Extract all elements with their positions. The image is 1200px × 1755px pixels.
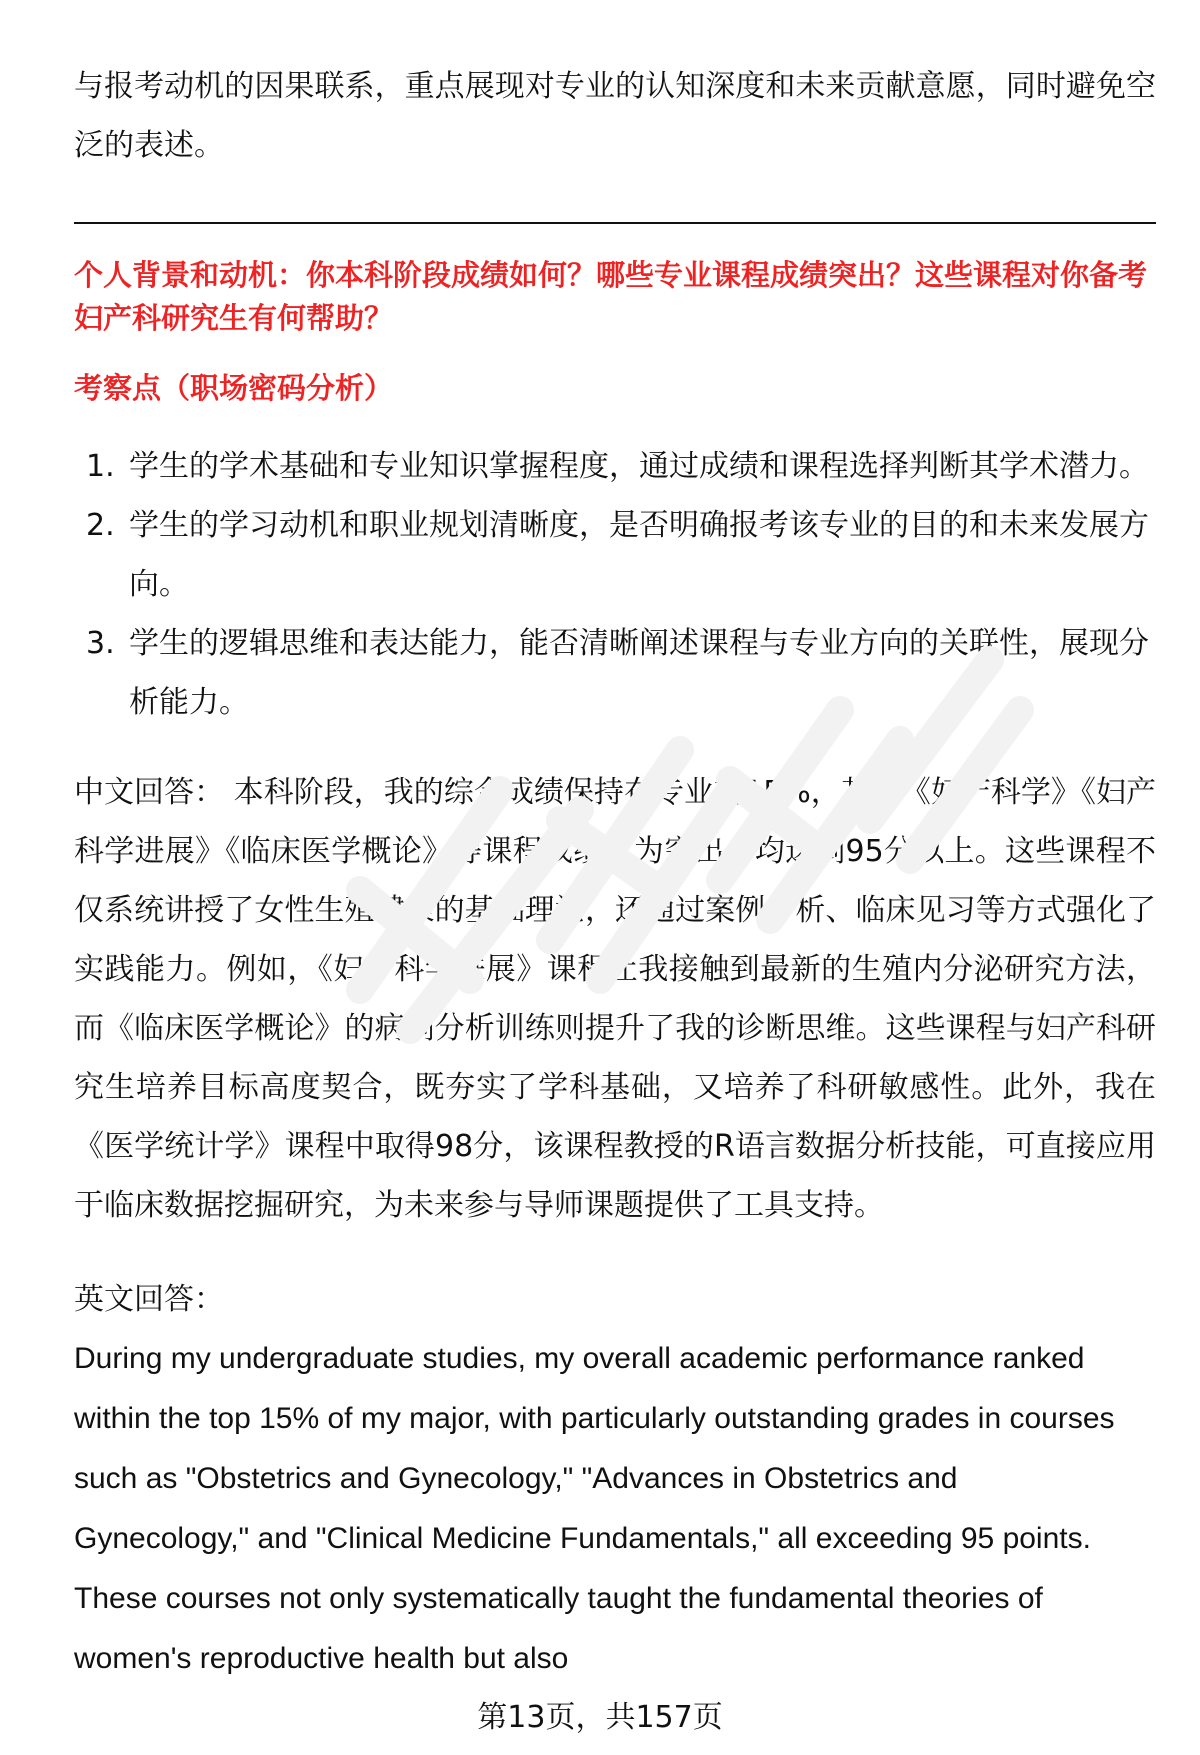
intro-paragraph: 与报考动机的因果联系，重点展现对专业的认知深度和未来贡献意愿，同时避免空泛的表述。 (74, 69, 1156, 163)
list-number: 2. (86, 508, 115, 543)
assessment-list (74, 437, 1156, 732)
page-footer: 第13页，共157页 (477, 1700, 723, 1735)
question-heading: 个人背景和动机：你本科阶段成绩如何？哪些专业课程成绩突出？这些课程对你备考妇产科研究生有何帮助？ (74, 258, 1148, 335)
assessment-item (74, 437, 1156, 496)
assessment-item (74, 496, 1156, 614)
list-item-text: 学生的学习动机和职业规划清晰度，是否明确报考该专业的目的和未来发展方向。 (129, 508, 1149, 602)
document-page (74, 0, 1156, 1755)
list-number: 3. (86, 626, 115, 661)
english-answer-heading: 英文回答： (74, 1282, 224, 1317)
chinese-answer: 中文回答： 本科阶段，我的综合成绩保持在专业前15%，其中《妇产科学》《妇产科学进展》《临床医学概论》等课程成绩尤为突出，均达到95分以上。这些课程不仅系统讲授了女性生殖健康的基础理论，还通过案例分析、临床见习等方式强化了实践能力。例如，《妇产科学进展》课程让我接触到最新的生殖内分泌研究方法，而《临床医学概论》的病例分析训练则提升了我的诊断思维。这些课程与妇产科研究生培养目标高度契合，既夯实了学科基础，又培养了科研敏感性。此外，我在《医学统计学》课程中取得98分，该课程教授的R语言数据分析技能，可直接应用于临床数据挖掘研究，为未来参与导师课题提供了工具支持。 (74, 775, 1156, 1223)
list-number: 1. (86, 449, 115, 484)
horizontal-divider (74, 222, 1156, 224)
list-item-text: 学生的逻辑思维和表达能力，能否清晰阐述课程与专业方向的关联性，展现分析能力。 (129, 626, 1149, 720)
assessment-heading: 考察点（职场密码分析） (74, 371, 394, 405)
list-item-text: 学生的学术基础和专业知识掌握程度，通过成绩和课程选择判断其学术潜力。 (129, 449, 1149, 484)
assessment-item (74, 614, 1156, 732)
english-answer: During my undergraduate studies, my overall academic performance ranked within the top 15% of my major, with particularly outstanding grades in courses such as "Obstetrics and Gynecology," "Advances in Obstetrics and Gynecology," and "Clinical Medicine Fundamentals," all exceeding 95 points. These courses not only systematically taught the fundamental theories of women's reproductive health but also (74, 1342, 1115, 1675)
